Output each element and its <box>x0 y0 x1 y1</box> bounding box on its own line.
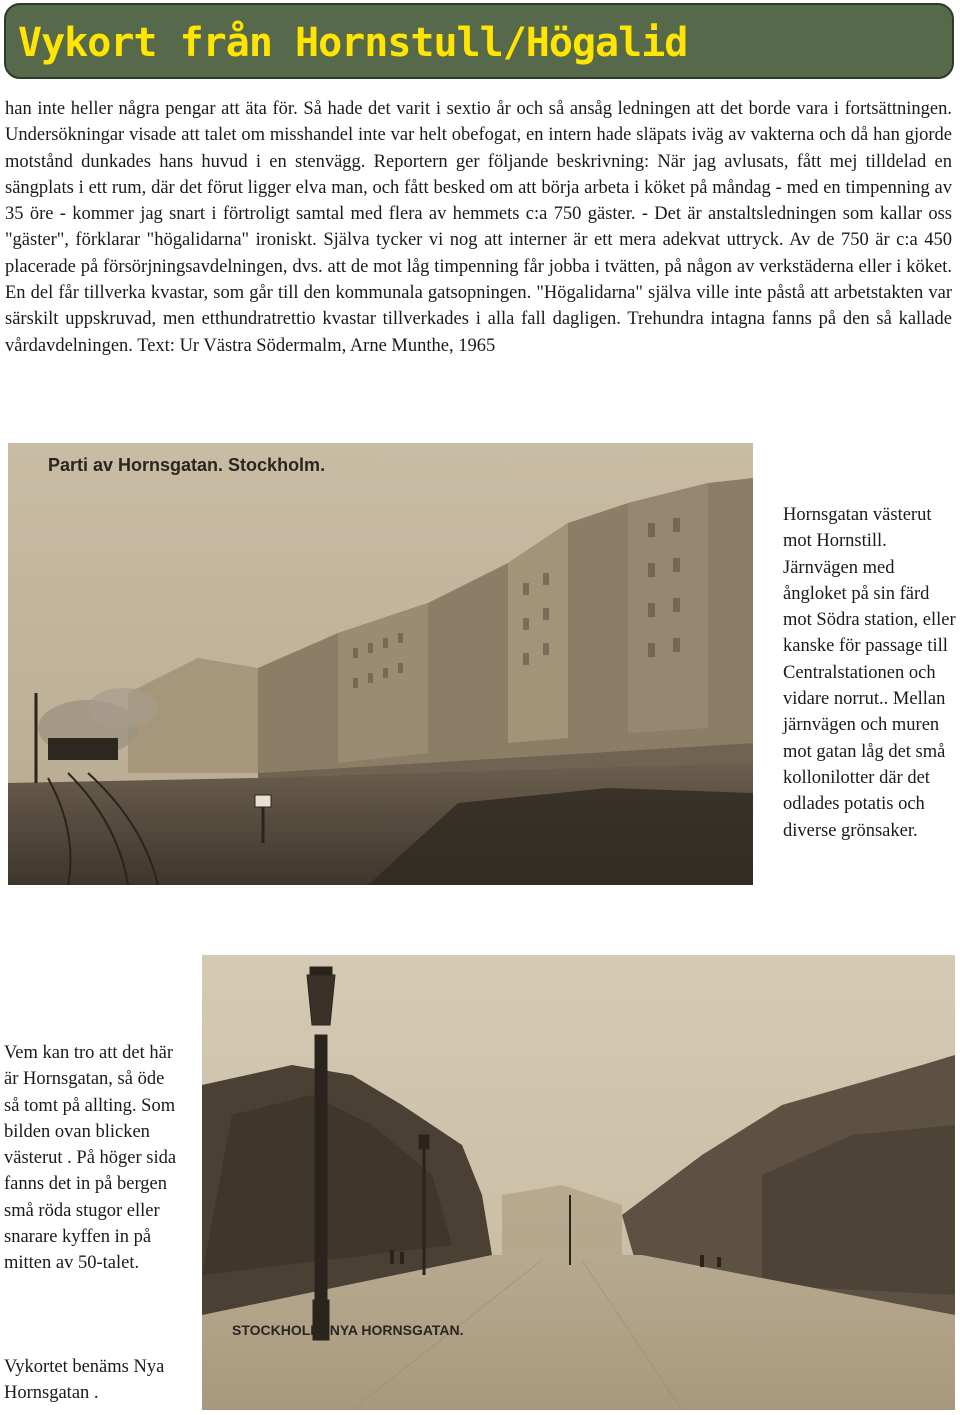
postcard-1-label: Parti av Hornsgatan. Stockholm. <box>48 455 326 475</box>
postcard-2-label: STOCKHOLM. NYA HORNSGATAN. <box>232 1322 464 1338</box>
article-paragraph: han inte heller några pengar att äta för. Så hade det varit i sextio år och så ansåg ledningen att det borde vara i fortsättningen. Undersökningar visade att talet om misshandel inte var helt obefogat, en intern hade släpats iväg av vakterna och då han gjorde motstånd dunkades hans huvud i en stenvägg. Reportern ger följande beskrivning: När jag avlusats, fått mej tilldelad en sängplats i ett rum, där det förut ligger elva man, och fått besked om att börja arbeta i köket på måndag - med en timpenning av 35 öre - kommer jag snart i förtroligt samtal med flera av hemmets c:a 750 gäster. - Det är anstaltsledningen som kallar oss "gäster", förklarar "högalidarna" ironiskt. Själva tycker vi nog att interner är ett mera adekvat uttryck. Av de 750 är c:a 450 placerade på försörjningsavdelningen, dvs. att de mot låg timpenning får jobba i tvätten, på någon av verkstäderna eller i köket. En del får tillverka kvastar, som går till den kommunala gatsopningen. "Högalidarna" själva ville inte påstå att arbetstakten var särskilt uppskruvad, men etthundratrettio kvastar tillverkades i alla fall dagligen. Trehundra intagna fanns på den så kallade vårdavdelningen. Text: Ur Västra Södermalm, Arne Munthe, 1965 <box>5 99 952 356</box>
postcard-1-caption: Hornsgatan västerut mot Hornstill. Järnvägen med ångloket på sin färd mot Södra station, eller kanske för passage till Centralstationen och vidare norrut.. Mellan järnvägen och muren mot gatan låg det små kollonilotter där det odlades potatis och diverse grönsaker. <box>783 505 956 841</box>
postcard-2-caption: Vem kan tro att det här är Hornsgatan, så öde så tomt på allting. Som bilden ovan blicken västerut . På höger sida fanns det in på bergen små röda stugor eller snarare kyffen in på mitten av 50-talet. <box>4 1043 177 1274</box>
postcard-2-name: Vykortet benäms Nya Hornsgatan . <box>4 1357 165 1404</box>
postcard-nya-hornsgatan <box>202 955 955 1410</box>
postcard-2-illustration <box>202 955 955 1410</box>
title-bar <box>4 3 954 79</box>
page-title: Vykort från Hornstull/Högalid <box>18 20 688 66</box>
postcard-1-illustration <box>8 443 753 885</box>
postcard-hornsgatan-railway <box>8 443 753 885</box>
